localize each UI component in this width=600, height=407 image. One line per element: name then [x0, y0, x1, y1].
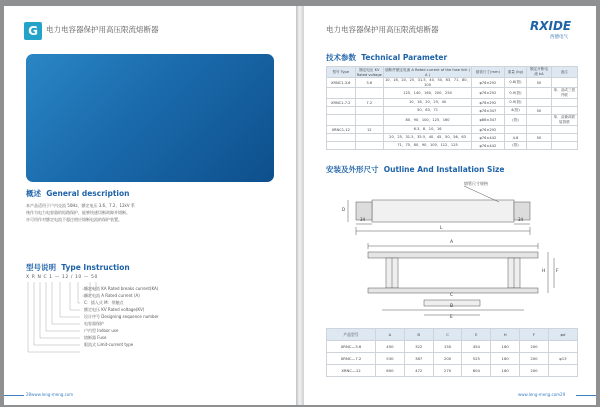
th: φd — [548, 329, 577, 341]
td: φ76×292 — [472, 126, 504, 134]
td — [548, 365, 577, 377]
brand-logo: RXIDE — [530, 19, 572, 33]
td: φ76×442 — [472, 134, 504, 142]
outline-title: 安装及外形尺寸 Outline And Installation Size — [326, 165, 505, 174]
th: 熔管尺寸(mm) — [472, 67, 504, 78]
td: 160 — [491, 365, 520, 377]
left-page — [4, 6, 296, 405]
right-footer-rule — [576, 395, 596, 396]
type-item-5: 设计序号 Designing sequence number — [84, 314, 159, 319]
td: 4.6 — [504, 134, 527, 142]
fuse-label: 熔管尺寸规格 — [464, 181, 488, 186]
table-header-row — [327, 329, 578, 341]
td: 4(管) — [504, 107, 527, 115]
td: φ76×442 — [472, 142, 504, 150]
dimension-table — [326, 328, 578, 377]
td: 12 — [355, 126, 384, 134]
dim-C: C — [450, 293, 454, 298]
dim-F: F — [556, 269, 559, 274]
th: 备注 — [551, 67, 577, 78]
th: 熔断件额定电流 A Rated current of the fuse link ( A ) — [385, 67, 471, 77]
td: 200 — [433, 353, 462, 365]
td: XRNC—12 — [327, 365, 376, 377]
general-title: 概述 General description — [26, 189, 130, 198]
td: (管) — [504, 142, 527, 150]
type-item-8: 熔断器 Fuse — [84, 335, 107, 340]
th: A — [376, 329, 405, 341]
type-item-1: 额定电流 KA Rated breaks current(KA) — [84, 286, 159, 291]
td: 200 — [520, 365, 549, 377]
general-line-1: 本产品适用于户内交流 50Hz、额定电压 3.6、7.2、12kV 系 — [26, 203, 135, 208]
brand-logo-sub: 西德电气 — [550, 35, 568, 40]
td: 20、25、31.5、35.5、40、45、50、56、63 — [384, 134, 472, 142]
th: H — [491, 329, 520, 341]
dim-L: L — [440, 226, 443, 231]
th: 额定开断电流 kA — [527, 67, 551, 78]
tech-title: 技术参数 Technical Parameter — [326, 53, 448, 62]
td: 160 — [491, 341, 520, 353]
td: XRNC1-7.2 — [327, 99, 356, 107]
td: φ13 — [548, 353, 577, 365]
td — [548, 341, 577, 353]
dim-A: A — [450, 240, 454, 245]
td: φ76×292 — [472, 99, 504, 107]
th: 型号 Type — [327, 67, 356, 78]
td: 454 — [462, 341, 491, 353]
dim-E: E — [450, 315, 453, 320]
left-footer-rule — [4, 395, 24, 396]
type-instruction-leader-lines — [4, 6, 296, 405]
table-row — [327, 353, 578, 365]
td: 71、75、80、90、100、112、125 — [384, 142, 472, 150]
td: 50 — [527, 107, 551, 115]
td: 525 — [462, 353, 491, 365]
td: φ86×347 — [472, 115, 504, 126]
section-badge: G — [24, 22, 42, 40]
td: φ76×347 — [472, 107, 504, 115]
td: 7.2 — [355, 99, 384, 107]
td: 6.3、8、10、16 — [384, 126, 472, 134]
type-item-6: 电容器保护 — [84, 321, 104, 326]
type-code: X R N C 1 — 12 / 10 — 50 — [26, 275, 98, 280]
td: 0.8(管) — [504, 78, 527, 88]
td: 322 — [404, 341, 433, 353]
td: 80、90、100、125、160 — [384, 115, 472, 126]
left-header-title: 电力电容器保护用高压限流熔断器 — [46, 25, 159, 34]
td: φ76×292 — [472, 78, 504, 88]
td: 450 — [376, 341, 405, 353]
td: XRNC—7.2 — [327, 353, 376, 365]
type-instruction-title: 型号说明 Type Instruction — [26, 263, 130, 272]
td: 530 — [376, 353, 405, 365]
type-item-3: C：插入式 M：带触点 — [84, 300, 124, 305]
td: 50 — [527, 134, 551, 142]
dim-B: B — [450, 304, 454, 309]
base-plate — [368, 288, 538, 293]
td: 200 — [520, 341, 549, 353]
td: 160 — [491, 353, 520, 365]
th: F — [520, 329, 549, 341]
dim-H: H — [542, 269, 546, 274]
td: 270 — [433, 365, 462, 377]
td: XRNC—3.6 — [327, 341, 376, 353]
type-item-2: 额定电流 A Rated current (A) — [84, 293, 140, 298]
table-row — [327, 365, 578, 377]
td: 600 — [376, 365, 405, 377]
td: φ76×292 — [472, 88, 504, 99]
page-gutter — [296, 6, 304, 405]
th: 重量 (kg) — [504, 67, 527, 78]
td: 472 — [404, 365, 433, 377]
th: C — [433, 329, 462, 341]
table-row — [327, 341, 578, 353]
dim-34-right: 34 — [518, 217, 524, 222]
td: 125、140、160、200、250 — [384, 88, 472, 99]
th: E — [462, 329, 491, 341]
td: 单、双或三管并联 — [551, 88, 577, 99]
td: 单、双兼或联装管联 — [551, 115, 577, 126]
general-line-2: 统作为电力电容器的短路保护，能够快速切断故障并熔断。 — [26, 210, 130, 215]
type-item-9: 限流式 Limit-current type — [84, 342, 134, 347]
dim-34-left: 34 — [360, 217, 366, 222]
td: 3.6 — [355, 78, 384, 88]
td: 50 — [527, 78, 551, 88]
type-item-4: 额定电压 KV Rated voltage(KV) — [84, 307, 145, 312]
td: 200 — [520, 353, 549, 365]
right-page — [304, 6, 596, 405]
th: 产品型号 — [327, 329, 376, 341]
td: 387 — [404, 353, 433, 365]
td: XRNC1-3.6 — [327, 78, 356, 88]
right-header-title: 电力电容器保护用高压限流熔断器 — [326, 25, 439, 34]
td: (管) — [504, 115, 527, 126]
base-top-bar — [368, 252, 538, 258]
td: 150 — [433, 341, 462, 353]
right-footer: www.leng-meng.com29 — [518, 392, 566, 397]
td: 10、16、20、25、40 — [384, 99, 472, 107]
left-footer: 28www.leng-meng.com — [26, 392, 74, 397]
td: 604 — [462, 365, 491, 377]
th: 额定电压 KV Rated voltage — [356, 67, 382, 77]
fuse-tube-body — [372, 200, 514, 222]
td: XRNC1-12 — [327, 126, 356, 134]
dim-D: D — [342, 207, 346, 212]
td: 0.9(管) — [504, 99, 527, 107]
td: 50、63、71 — [384, 107, 472, 115]
td: 0.9(管) — [504, 88, 527, 99]
th: B — [404, 329, 433, 341]
td: 10、16、20、25、31.5、40、50、63、71、80、100 — [385, 78, 471, 87]
general-line-3: 亦可用作对额定电流不超过相应熔断电流的保护装置。 — [26, 217, 122, 222]
type-item-7: 户内型 Indoor use — [84, 328, 119, 333]
